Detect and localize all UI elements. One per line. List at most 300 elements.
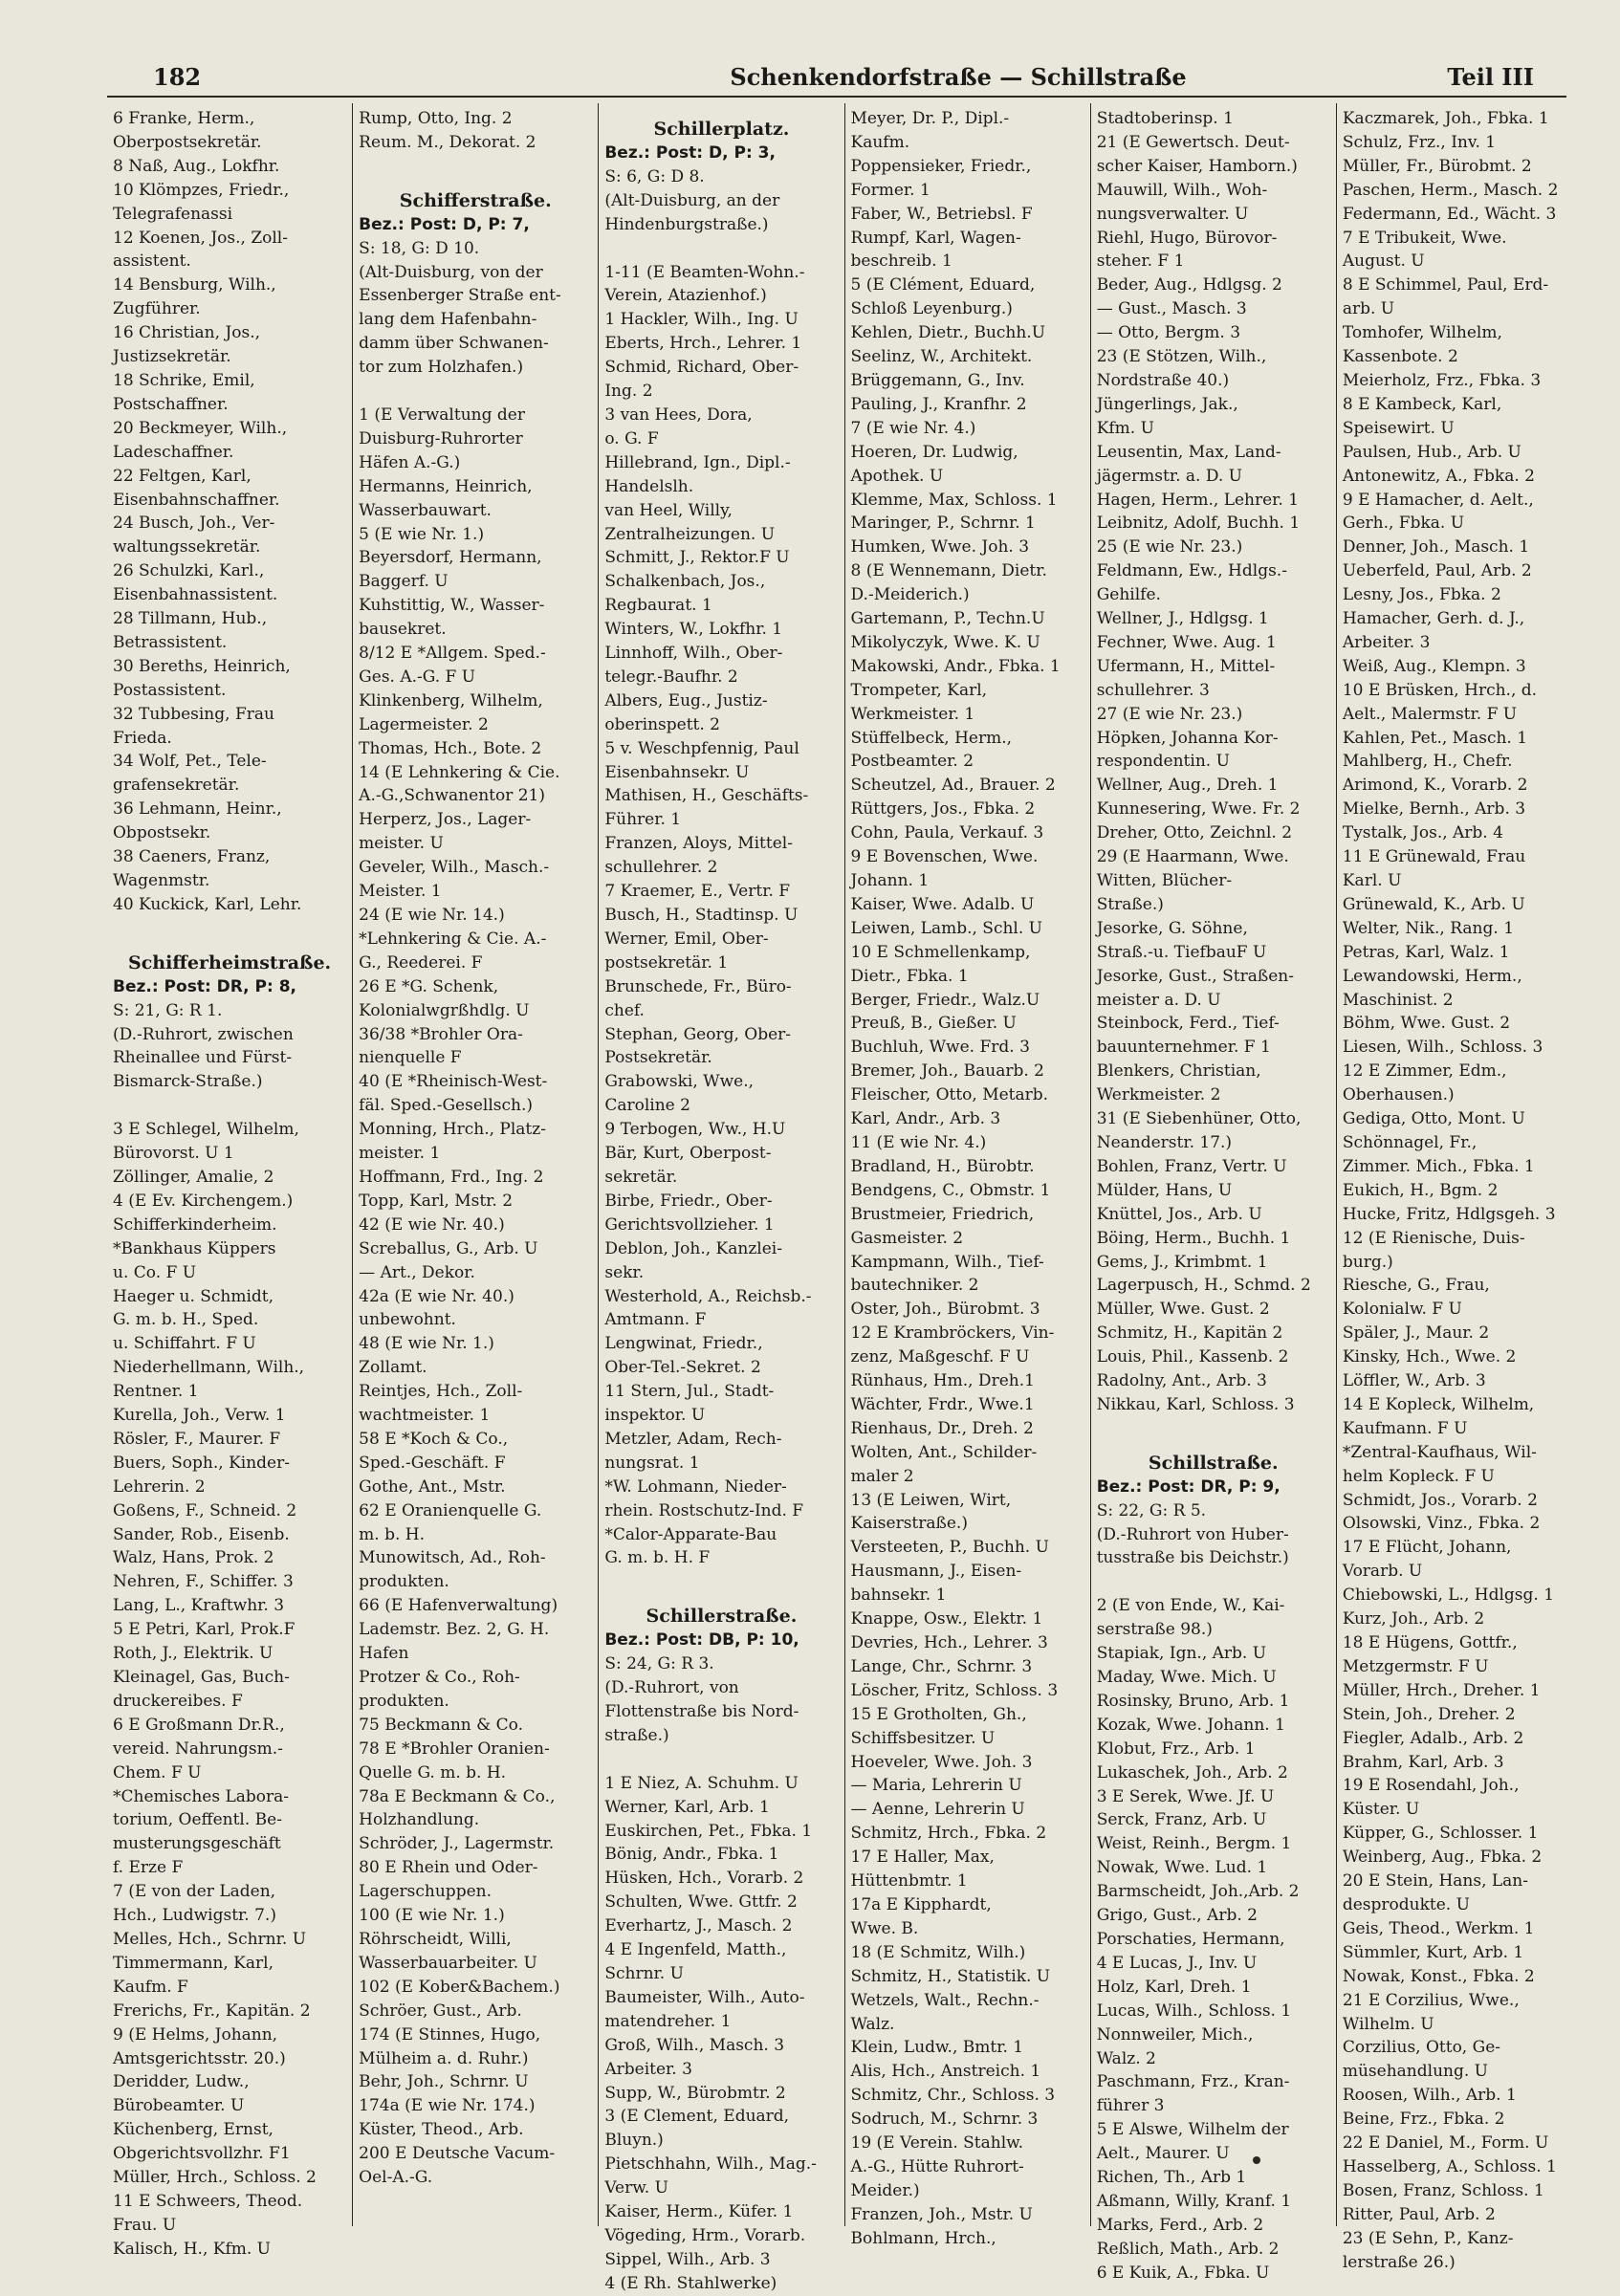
street-heading: Schillstraße. (1148, 1452, 1279, 1474)
directory-line: Bürovorst. U 1 (113, 1144, 234, 1164)
directory-line: Zugführer. (113, 299, 201, 319)
directory-line: Kaufm. F (113, 1977, 188, 1997)
directory-line: S: 6, G: D 8. (604, 166, 705, 186)
directory-line: bausekret. (359, 620, 447, 640)
directory-line: Führer. 1 (604, 810, 682, 830)
directory-line: Oberpostsekretär. (113, 132, 262, 152)
directory-line: 100 (E wie Nr. 1.) (359, 1906, 505, 1926)
district-line: Bez.: Post: D, P: 7, (359, 214, 530, 234)
directory-line: 1 E Niez, A. Schuhm. U (604, 1773, 799, 1793)
directory-line: — Aenne, Lehrerin U (850, 1800, 1025, 1820)
directory-line: Ing. 2 (604, 382, 653, 402)
directory-line: müsehandlung. U (1342, 2062, 1488, 2082)
directory-line: Amtmann. F (604, 1310, 707, 1330)
directory-line: rhein. Rostschutz-Ind. F (604, 1500, 804, 1520)
directory-line: Former. 1 (850, 180, 930, 200)
directory-line: 30 Bereths, Heinrich, (113, 656, 291, 676)
directory-line: Faber, W., Betriebsl. F (850, 204, 1033, 224)
directory-line: Ueberfeld, Paul, Arb. 2 (1342, 561, 1532, 581)
directory-line: tusstraße bis Deichstr.) (1096, 1548, 1289, 1568)
directory-line: Bluyn.) (604, 2131, 664, 2151)
directory-line: 3 E Serek, Wwe. Jf. U (1096, 1786, 1275, 1806)
directory-line: 31 (E Siebenhüner, Otto, (1096, 1109, 1302, 1129)
directory-line: Arimond, K., Vorarb. 2 (1342, 776, 1528, 796)
directory-line: beschreib. 1 (850, 251, 952, 272)
directory-line: nungsrat. 1 (604, 1453, 700, 1473)
directory-line: Röhrscheidt, Willi, (359, 1929, 512, 1949)
directory-line: Barmscheidt, Joh.,Arb. 2 (1096, 1882, 1300, 1902)
directory-line: Schröer, Gust., Arb. (359, 2001, 522, 2021)
directory-line: — Art., Dekor. (359, 1262, 475, 1282)
directory-line: Hch., Ludwigstr. 7.) (113, 1906, 276, 1926)
directory-line: Löffler, W., Arb. 3 (1342, 1371, 1486, 1391)
page-number: 182 (153, 63, 202, 91)
directory-line: Stapiak, Ign., Arb. U (1096, 1644, 1267, 1664)
directory-line: Fleischer, Otto, Metarb. (850, 1085, 1049, 1105)
directory-line: Kaufm. (850, 132, 910, 152)
directory-line: Frieda. (113, 728, 172, 748)
directory-line: bautechniker. 2 (850, 1276, 979, 1296)
directory-line: Bismarck-Straße.) (113, 1072, 263, 1092)
directory-line: Maringer, P., Schrnr. 1 (850, 514, 1036, 534)
directory-line: Gasmeister. 2 (850, 1228, 964, 1248)
directory-line: Hüsken, Hch., Vorarb. 2 (604, 1869, 804, 1889)
directory-line: bahnsekr. 1 (850, 1585, 947, 1606)
directory-line: 5 v. Weschpfennig, Paul (604, 738, 799, 758)
directory-line: Schönnagel, Fr., (1342, 1132, 1478, 1152)
directory-line: Behr, Joh., Schrnr. U (359, 2072, 529, 2092)
directory-line: Wächter, Frdr., Wwe.1 (850, 1394, 1035, 1414)
directory-line: Hausmann, J., Eisen- (850, 1562, 1022, 1582)
directory-line: Alis, Hch., Anstreich. 1 (850, 2062, 1041, 2082)
directory-line: Zollamt. (359, 1358, 427, 1378)
directory-line: Eisenbahnschaffner. (113, 490, 280, 510)
directory-line: — Gust., Masch. 3 (1096, 299, 1247, 319)
directory-line: Wellner, Aug., Dreh. 1 (1096, 776, 1279, 796)
directory-line: Schloß Leyenburg.) (850, 299, 1013, 319)
directory-line: Duisburg-Ruhrorter (359, 428, 523, 448)
directory-line: Feldmann, Ew., Hdlgs.- (1096, 561, 1287, 581)
directory-line: Klobut, Frz., Arb. 1 (1096, 1738, 1256, 1759)
directory-line: respondentin. U (1096, 752, 1230, 772)
directory-line: Vorarb. U (1342, 1562, 1423, 1582)
directory-line: Gerh., Fbka. U (1342, 514, 1465, 534)
directory-line: Postassistent. (113, 680, 227, 700)
directory-line: Reintjes, Hch., Zoll- (359, 1382, 523, 1402)
directory-line: Arbeiter. 3 (1342, 632, 1431, 652)
directory-line: musterungsgeschäft (113, 1834, 281, 1854)
directory-line: 8 (E Wennemann, Dietr. (850, 561, 1047, 581)
directory-line (113, 1094, 346, 1118)
running-title: Schenkendorfstraße — Schillstraße (730, 63, 1187, 91)
directory-line: Preuß, B., Gießer. U (850, 1014, 1017, 1034)
directory-line: m. b. H. (359, 1524, 426, 1544)
directory-line: Weiß, Aug., Klempn. 3 (1342, 656, 1526, 676)
directory-line: Denner, Joh., Masch. 1 (1342, 537, 1530, 558)
directory-line: A.-G.,Schwanentor 21) (359, 786, 545, 806)
directory-line: Meider.) (850, 2180, 920, 2200)
directory-line: Bohlen, Franz, Vertr. U (1096, 1156, 1287, 1176)
directory-line: 24 Busch, Joh., Ver- (113, 514, 275, 534)
directory-line (604, 237, 838, 261)
directory-line: 58 E *Koch & Co., (359, 1429, 509, 1449)
street-heading: Schillerplatz. (653, 119, 790, 140)
directory-line: 102 (E Kober&Bachem.) (359, 1977, 560, 1997)
directory-line: Ritter, Paul, Arb. 2 (1342, 2204, 1496, 2224)
directory-line: 26 E *G. Schenk, (359, 976, 499, 996)
directory-line: Marks, Ferd., Arb. 2 (1096, 2215, 1264, 2235)
directory-line: — Otto, Bergm. 3 (1096, 323, 1241, 343)
directory-line: lang dem Hafenbahn- (359, 310, 537, 330)
directory-line: 1 (E Verwaltung der (359, 405, 525, 425)
directory-line: Pauling, J., Kranfhr. 2 (850, 394, 1027, 414)
directory-line: Pietschhahn, Wilh., Mag.- (604, 2154, 817, 2175)
directory-line: lerstraße 26.) (1342, 2252, 1456, 2272)
directory-line: (Alt-Duisburg, von der (359, 262, 543, 282)
directory-line: Geveler, Wilh., Masch.- (359, 858, 550, 878)
directory-line: Kurz, Joh., Arb. 2 (1342, 1609, 1485, 1629)
directory-line: Sümmler, Kurt, Arb. 1 (1342, 1942, 1524, 1962)
directory-line: Euskirchen, Pet., Fbka. 1 (604, 1821, 813, 1841)
directory-line: Humken, Wwe. Joh. 3 (850, 537, 1030, 558)
directory-line: 7 E Tribukeit, Wwe. (1342, 228, 1507, 248)
directory-line: 14 (E Lehnkering & Cie. (359, 762, 560, 782)
directory-line: 15 E Grotholten, Gh., (850, 1704, 1027, 1724)
directory-line: Timmermann, Karl, (113, 1953, 274, 1973)
directory-line: 38 Caeners, Franz, (113, 847, 271, 867)
directory-line: assistent. (113, 251, 191, 272)
directory-line: (Alt-Duisburg, an der (604, 190, 780, 210)
directory-line: 16 Christian, Jos., (113, 323, 261, 343)
directory-line: Caroline 2 (604, 1096, 690, 1116)
directory-line: Gerichtsvollzieher. 1 (604, 1214, 775, 1235)
directory-line: wachtmeister. 1 (359, 1406, 491, 1426)
directory-line: 1 Hackler, Wilh., Ing. U (604, 310, 799, 330)
directory-line: Schalkenbach, Jos., (604, 572, 766, 592)
directory-line: Flottenstraße bis Nord- (604, 1702, 799, 1721)
directory-line: Reßlich, Math., Arb. 2 (1096, 2239, 1280, 2259)
directory-line: Telegrafenassi (113, 204, 233, 224)
directory-line: Baggerf. U (359, 572, 449, 592)
directory-line: Walz. 2 (1096, 2048, 1156, 2068)
directory-line: 11 E Grünewald, Frau (1342, 847, 1526, 867)
column-3 (599, 103, 844, 2293)
directory-line: Rüttgers, Jos., Fbka. 2 (850, 799, 1036, 820)
directory-line: Schmitz, Chr., Schloss. 3 (850, 2086, 1056, 2106)
directory-line: 18 Schrike, Emil, (113, 370, 255, 390)
directory-line: Grünewald, K., Arb. U (1342, 894, 1525, 914)
directory-line: Kaczmarek, Joh., Fbka. 1 (1342, 109, 1549, 128)
street-heading: Schifferheimstraße. (127, 951, 332, 973)
directory-line (359, 380, 592, 404)
directory-line: Kurella, Joh., Verw. 1 (113, 1406, 286, 1426)
directory-line: Oster, Joh., Bürobmt. 3 (850, 1300, 1040, 1320)
directory-line: Petras, Karl, Walz. 1 (1342, 942, 1510, 962)
directory-line: Franzen, Aloys, Mittel- (604, 834, 793, 854)
directory-line: Arbeiter. 3 (604, 2059, 692, 2079)
directory-line: Beyersdorf, Hermann, (359, 548, 542, 568)
directory-line: meister. U (359, 834, 444, 854)
directory-line: Jesorke, G. Söhne, (1096, 918, 1248, 938)
directory-line: Hamacher, Gerh. d. J., (1342, 609, 1525, 629)
directory-line: druckereibes. F (113, 1691, 243, 1711)
directory-line: 174 (E Stinnes, Hugo, (359, 2024, 541, 2045)
district-line: Bez.: Post: D, P: 3, (604, 143, 776, 163)
directory-line: Gehilfe. (1096, 585, 1161, 605)
directory-line: 8/12 E *Allgem. Sped.- (359, 644, 546, 664)
directory-line: steher. F 1 (1096, 251, 1185, 272)
directory-line: Küster. U (1342, 1800, 1420, 1820)
directory-line: Hucke, Fritz, Hdlgsgeh. 3 (1342, 1204, 1556, 1224)
directory-line: S: 24, G: R 3. (604, 1654, 714, 1674)
directory-line: 12 E Krambröckers, Vin- (850, 1323, 1055, 1344)
directory-line: Hillebrand, Ign., Dipl.- (604, 452, 791, 472)
directory-line: produkten. (359, 1572, 449, 1592)
directory-line: u. Schiffahrt. F U (113, 1334, 256, 1354)
directory-line: 36 Lehmann, Heinr., (113, 799, 282, 820)
directory-line: 22 E Daniel, M., Form. U (1342, 2133, 1549, 2154)
directory-line: Tomhofer, Wilhelm, (1342, 323, 1502, 343)
street-heading: Schifferstraße. (399, 189, 552, 211)
directory-line: Speisewirt. U (1342, 418, 1455, 438)
directory-line: 10 Klömpzes, Friedr., (113, 180, 290, 200)
directory-line: Kaiserstraße.) (850, 1514, 968, 1534)
directory-line: Mülder, Hans, U (1096, 1180, 1233, 1200)
directory-line: Busch, H., Stadtinsp. U (604, 906, 799, 925)
directory-line: Werner, Karl, Arb. 1 (604, 1797, 770, 1817)
directory-line: Eisenbahnassistent. (113, 585, 278, 605)
directory-line: Hoffmann, Frd., Ing. 2 (359, 1167, 544, 1187)
directory-line: Hoeren, Dr. Ludwig, (850, 442, 1018, 462)
directory-line: Küster, Theod., Arb. (359, 2120, 524, 2140)
directory-line: meister. 1 (359, 1144, 441, 1164)
directory-line: Federmann, Ed., Wächt. 3 (1342, 204, 1557, 224)
directory-line: S: 18, G: D 10. (359, 238, 480, 258)
directory-line: meister a. D. U (1096, 990, 1221, 1010)
directory-line: Klein, Ludw., Bmtr. 1 (850, 2038, 1024, 2058)
directory-line: Stüffelbeck, Herm., (850, 728, 1013, 748)
district-line: Bez.: Post: DR, P: 8, (113, 976, 297, 996)
directory-line: Verein, Atazienhof.) (604, 286, 767, 306)
directory-line: Lagerschuppen. (359, 1882, 492, 1902)
directory-line: Wasserbauarbeiter. U (359, 1953, 537, 1973)
directory-line: Sander, Rob., Eisenb. (113, 1524, 290, 1544)
directory-line: serstraße 98.) (1096, 1620, 1213, 1640)
directory-line: Radolny, Ant., Arb. 3 (1096, 1371, 1267, 1391)
directory-line: 28 Tillmann, Hub., (113, 609, 268, 629)
directory-line: Lukaschek, Joh., Arb. 2 (1096, 1762, 1288, 1782)
directory-line: Eberts, Hrch., Lehrer. 1 (604, 334, 802, 354)
directory-line: Schrnr. U (604, 1963, 684, 1983)
directory-line: Steinbock, Ferd., Tief- (1096, 1014, 1280, 1034)
directory-line: Sippel, Wilh., Arb. 3 (604, 2249, 771, 2269)
directory-line: 14 E Kopleck, Wilhelm, (1342, 1394, 1535, 1414)
directory-line: Birbe, Friedr., Ober- (604, 1191, 773, 1211)
directory-line: Riehl, Hugo, Bürovor- (1096, 228, 1278, 248)
directory-line: Meister. 1 (359, 882, 442, 902)
directory-line: 18 E Hügens, Gottfr., (1342, 1633, 1518, 1652)
directory-line: Neanderstr. 17.) (1096, 1132, 1233, 1152)
directory-line: 6 E Kuik, A., Fbka. U (1096, 2263, 1270, 2283)
directory-line: Haeger u. Schmidt, (113, 1286, 274, 1306)
directory-line: 5 (E wie Nr. 1.) (359, 524, 485, 544)
directory-line: *Chemisches Labora- (113, 1786, 290, 1806)
directory-line: Schröder, J., Lagermstr. (359, 1834, 555, 1854)
directory-line: 23 (E Sehn, P., Kanz- (1342, 2228, 1514, 2248)
directory-line: Kolonialw. F U (1342, 1300, 1462, 1320)
directory-line: 2 (E von Ende, W., Kai- (1096, 1596, 1285, 1616)
directory-line: telegr.-Baufhr. 2 (604, 667, 738, 687)
directory-line: Versteeten, P., Buchh. U (850, 1538, 1049, 1558)
directory-line: Müller, Fr., Bürobmt. 2 (1342, 156, 1532, 176)
directory-line: Nowak, Konst., Fbka. 2 (1342, 1966, 1535, 1986)
directory-line: Eisenbahnsekr. U (604, 762, 750, 782)
directory-line: 3 (E Clement, Eduard, (604, 2107, 790, 2127)
directory-line: schullehrer. 3 (1096, 680, 1210, 700)
directory-line: 5 E Petri, Karl, Prok.F (113, 1620, 296, 1640)
directory-line: Knüttel, Jos., Arb. U (1096, 1204, 1262, 1224)
running-head (153, 63, 1534, 98)
directory-line: Mauwill, Wilh., Woh- (1096, 180, 1268, 200)
directory-line: desprodukte. U (1342, 1894, 1470, 1914)
directory-line: 11 (E wie Nr. 4.) (850, 1132, 987, 1152)
directory-line: Seelinz, W., Architekt. (850, 347, 1033, 367)
directory-line: Wetzels, Walt., Rechn.- (850, 1990, 1040, 2010)
directory-line: S: 21, G: R 1. (113, 1000, 223, 1020)
directory-line: Böing, Herm., Buchh. 1 (1096, 1228, 1291, 1248)
directory-line: Kinsky, Hch., Wwe. 2 (1342, 1347, 1517, 1367)
directory-line: torium, Oeffentl. Be- (113, 1810, 282, 1830)
directory-line (113, 917, 346, 941)
directory-line: Lagermeister. 2 (359, 714, 489, 734)
directory-line: sekretär. (604, 1167, 678, 1187)
directory-line: Kunnesering, Wwe. Fr. 2 (1096, 799, 1301, 820)
directory-line: Schulten, Wwe. Gttfr. 2 (604, 1892, 798, 1913)
district-line: Bez.: Post: DR, P: 9, (1096, 1476, 1281, 1497)
directory-line: Franzen, Joh., Mstr. U (850, 2204, 1033, 2224)
directory-line: 32 Tubbesing, Frau (113, 704, 274, 724)
directory-line: 48 (E wie Nr. 1.) (359, 1334, 494, 1354)
directory-line: Vögeding, Hrm., Vorarb. (604, 2225, 806, 2245)
directory-line: Nikkau, Karl, Schloss. 3 (1096, 1394, 1295, 1414)
directory-line: Weinberg, Aug., Fbka. 2 (1342, 1848, 1543, 1868)
directory-line: fäl. Sped.-Gesellsch.) (359, 1096, 533, 1116)
directory-line: Küchenberg, Ernst, (113, 2120, 274, 2140)
directory-line (1097, 1570, 1330, 1594)
directory-line: nienquelle F (359, 1048, 462, 1068)
directory-line: Ober-Tel.-Sekret. 2 (604, 1358, 761, 1378)
directory-line: Wilhelm. U (1342, 2014, 1434, 2034)
directory-line: Reum. M., Dekorat. 2 (359, 132, 536, 152)
directory-line: G., Reederei. F (359, 952, 483, 973)
header-rule (107, 96, 1566, 98)
directory-line: Gems, J., Krimbmt. 1 (1096, 1252, 1268, 1272)
directory-line: Meyer, Dr. P., Dipl.- (850, 109, 1010, 128)
directory-line: Nehren, F., Schiffer. 3 (113, 1572, 294, 1592)
directory-line: Chiebowski, L., Hdlgsg. 1 (1342, 1585, 1555, 1606)
directory-line: Wwe. B. (850, 1918, 919, 1938)
directory-line: Monning, Hrch., Platz- (359, 1120, 546, 1140)
directory-line: 10 E Schmellenkamp, (850, 942, 1031, 962)
directory-line: Baumeister, Wilh., Auto- (604, 1987, 805, 2007)
directory-line: 6 E Großmann Dr.R., (113, 1715, 285, 1735)
directory-line: Kaiser, Herm., Küfer. 1 (604, 2202, 794, 2222)
directory-line: Kuhstittig, W., Wasser- (359, 596, 545, 616)
directory-line: Fechner, Wwe. Aug. 1 (1096, 632, 1277, 652)
directory-line: 11 Stern, Jul., Stadt- (604, 1382, 775, 1402)
directory-line: Niederhellmann, Wilh., (113, 1358, 305, 1378)
directory-line: Späler, J., Maur. 2 (1342, 1323, 1490, 1344)
directory-line: 26 Schulzki, Karl., (113, 561, 265, 581)
directory-line: Brustmeier, Friedrich, (850, 1204, 1035, 1224)
directory-line: 12 E Zimmer, Edm., (1342, 1061, 1507, 1082)
directory-line: straße.) (604, 1725, 669, 1745)
directory-line: Knappe, Osw., Elektr. 1 (850, 1609, 1043, 1629)
directory-line: Kalisch, H., Kfm. U (113, 2239, 271, 2259)
directory-line: Stein, Joh., Dreher. 2 (1342, 1704, 1516, 1724)
directory-line: Zimmer. Mich., Fbka. 1 (1342, 1156, 1535, 1176)
directory-line: Buchluh, Wwe. Frd. 3 (850, 1038, 1030, 1058)
directory-line: 18 (E Schmitz, Wilh.) (850, 1942, 1026, 1962)
directory-line: Deridder, Ludw., (113, 2072, 250, 2092)
directory-line: Albers, Eug., Justiz- (604, 690, 768, 711)
directory-line: Richen, Th., Arb 1 (1096, 2168, 1247, 2188)
directory-line: 40 Kuckick, Karl, Lehr. (113, 894, 302, 914)
directory-line: Brahm, Karl, Arb. 3 (1342, 1752, 1504, 1772)
directory-line: Eukich, H., Bgm. 2 (1342, 1180, 1499, 1200)
directory-line: matendreher. 1 (604, 2011, 732, 2031)
directory-line: *Bankhaus Küppers (113, 1238, 276, 1258)
directory-line: 8 Naß, Aug., Lokfhr. (113, 156, 280, 176)
directory-line: Regbaurat. 1 (604, 596, 712, 616)
directory-line: Werkmeister. 2 (1096, 1085, 1221, 1105)
street-heading: Schillerstraße. (646, 1606, 798, 1628)
directory-line: Stadtoberinsp. 1 (1096, 109, 1234, 128)
directory-line: Mielke, Bernh., Arb. 3 (1342, 799, 1526, 820)
directory-line: *Calor-Apparate-Bau (604, 1524, 777, 1544)
directory-line: 5 (E Clément, Eduard, (850, 275, 1036, 295)
directory-line (604, 1748, 838, 1772)
directory-line: Bürobeamter. U (113, 2096, 245, 2116)
directory-line: Leiwen, Lamb., Schl. U (850, 918, 1042, 938)
directory-line: *W. Lohmann, Nieder- (604, 1476, 787, 1497)
directory-line: A.-G., Hütte Ruhrort- (850, 2156, 1024, 2176)
directory-line: Frau. U (113, 2215, 177, 2235)
directory-line: waltungssekretär. (113, 537, 261, 558)
directory-line: Schmitz, H., Kapitän 2 (1096, 1323, 1283, 1344)
directory-line: Schulz, Frz., Inv. 1 (1342, 132, 1497, 152)
directory-line: 9 E Bovenschen, Wwe. (850, 847, 1039, 867)
directory-line: o. G. F (604, 428, 659, 448)
directory-line: burg.) (1342, 1252, 1393, 1272)
directory-line: Klemme, Max, Schloss. 1 (850, 490, 1058, 510)
directory-line: Poppensieker, Friedr., (850, 156, 1032, 176)
directory-line: 19 (E Verein. Stahlw. (850, 2133, 1024, 2154)
directory-line: Maday, Wwe. Mich. U (1096, 1668, 1277, 1687)
directory-line: Leusentin, Max, Land- (1096, 442, 1281, 462)
directory-line: Rentner. 1 (113, 1382, 199, 1402)
directory-line: Brüggemann, G., Inv. (850, 370, 1025, 390)
directory-line: Holzhandlung. (359, 1810, 480, 1830)
directory-line: Stephan, Georg, Ober- (604, 1024, 792, 1044)
directory-line: 24 (E wie Nr. 14.) (359, 906, 505, 925)
directory-line: Kfm. U (1096, 418, 1154, 438)
directory-line: 40 (E *Rheinisch-West- (359, 1072, 548, 1092)
directory-line: Kaufmann. F U (1342, 1418, 1468, 1438)
directory-line: 17 E Flücht, Johann, (1342, 1538, 1512, 1558)
directory-line: Nordstraße 40.) (1096, 370, 1230, 390)
directory-line: 5 E Alswe, Wilhelm der (1096, 2120, 1289, 2140)
